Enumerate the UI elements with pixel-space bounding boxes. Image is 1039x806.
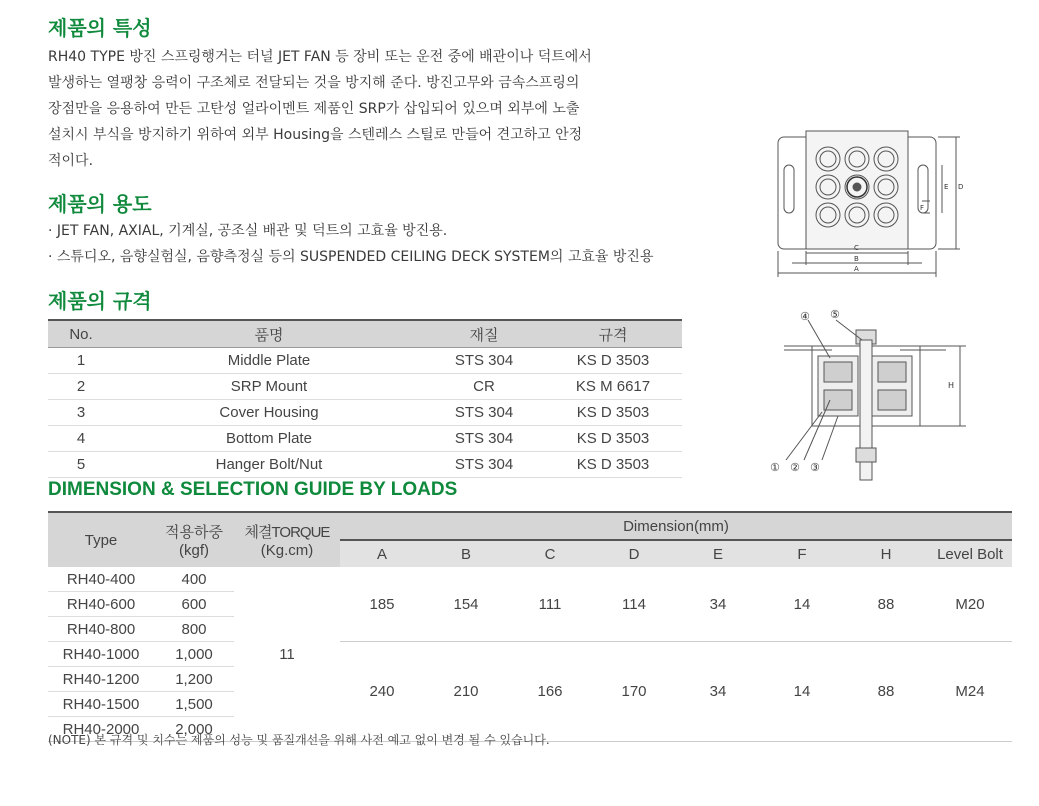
dim-e: 34 [676,642,760,742]
usage-title: 제품의 용도 [48,192,152,216]
dim-d: 170 [592,642,676,742]
dim-a: 240 [340,642,424,742]
dim-c: 166 [508,642,592,742]
dimension-header-row [48,512,1012,540]
table-row [48,374,682,400]
center-bolt-inner [853,183,861,191]
dim-type: RH40-600 [48,592,154,617]
spec-cell: STS 304 [424,426,544,452]
spec-title: 제품의 규격 [48,289,152,313]
label-c: C [854,244,859,252]
dim-sub-e: E [676,540,760,567]
features-title: 제품의 특성 [48,16,152,40]
features-line: 발생하는 열팽창 응력이 구조체로 전달되는 것을 방지해 준다. 방진고무와 금속스프링의 [48,75,580,91]
dim-type: RH40-800 [48,617,154,642]
spec-cell: 4 [48,426,114,452]
dim-d: 114 [592,567,676,642]
spec-cell: 2 [48,374,114,400]
spec-cell: KS D 3503 [544,348,682,374]
dim-load: 1,000 [154,642,234,667]
spec-cell: STS 304 [424,452,544,478]
dim-header-load-label: 적용하중 [165,524,223,541]
label-e: E [944,183,949,191]
dim-header-torque-label: 체결TORQUE [244,524,330,541]
spec-header-material: 재질 [424,320,544,348]
dim-header-load [154,512,234,567]
dim-header-dimension: Dimension(mm) [340,512,1012,540]
spec-header-no: No. [48,320,114,348]
callout-3: ③ [810,461,820,474]
label-f: F [920,204,925,212]
dim-sub-d: D [592,540,676,567]
bottom-nut [856,448,876,462]
usage-item: · JET FAN, AXIAL, 기계실, 공조실 배관 및 덕트의 고효율 방진용. [48,223,448,239]
spec-cell: CR [424,374,544,400]
dimension-table [48,511,1012,742]
usage-item: · 스튜디오, 음향실험실, 음향측정실 등의 SUSPENDED CEILING DECK SYSTEM의 고효율 방진용 [48,249,654,265]
side-view-drawing [770,300,970,495]
label-b: B [854,255,859,263]
spec-cell: KS M 6617 [544,374,682,400]
dim-level-bolt: M20 [928,567,1012,642]
dim-load: 1,200 [154,667,234,692]
spec-table [48,319,682,478]
spec-cell: KS D 3503 [544,452,682,478]
dim-header-torque [234,512,340,567]
dim-header-type: Type [48,512,154,567]
spec-cell: KS D 3503 [544,426,682,452]
slot-left [784,165,794,213]
callout-1: ① [770,461,780,474]
table-row [48,452,682,478]
dim-sub-h: H [844,540,928,567]
table-row [48,567,1012,592]
spec-cell: Cover Housing [114,400,424,426]
dim-torque: 11 [234,567,340,742]
dim-sub-f: F [760,540,844,567]
dim-sub-b: B [424,540,508,567]
label-d: D [958,183,964,191]
table-row [48,642,1012,667]
note-text: (NOTE) 본 규격 및 치수는 제품의 성능 및 품질개선을 위해 사전 예고 없이 변경 될 수 있습니다. [48,733,550,747]
spec-cell: STS 304 [424,400,544,426]
features-line: 설치시 부식을 방지하기 위하여 외부 Housing을 스텐레스 스틸로 만들어 견고하고 안정 [48,127,583,143]
dim-load: 2,000 [154,717,234,742]
usage-list [48,218,653,270]
spec-cell: Hanger Bolt/Nut [114,452,424,478]
spec-cell: KS D 3503 [544,400,682,426]
dim-type: RH40-400 [48,567,154,592]
features-line: RH40 TYPE 방진 스프링행거는 터널 JET FAN 등 장비 또는 운전 중에 배관이나 덕트에서 [48,49,592,65]
spec-header-standard: 규격 [544,320,682,348]
dim-sub-a: A [340,540,424,567]
spec-cell: SRP Mount [114,374,424,400]
spec-header-row [48,320,682,348]
callout-4: ④ [800,310,810,323]
dim-c: 111 [508,567,592,642]
features-line: 장점만을 응용하여 만든 고탄성 얼라이멘트 제품인 SRP가 삽입되어 있으며 외부에 노출 [48,101,580,117]
table-row [48,426,682,452]
label-h: H [948,381,955,390]
dim-f: 14 [760,567,844,642]
spec-cell: Bottom Plate [114,426,424,452]
callout-5: ⑤ [830,308,840,321]
spec-cell: Middle Plate [114,348,424,374]
label-a: A [854,265,859,273]
dim-load: 400 [154,567,234,592]
spec-cell: 5 [48,452,114,478]
dim-b: 210 [424,642,508,742]
spec-cell: 3 [48,400,114,426]
dim-sub-c: C [508,540,592,567]
spec-cell: STS 304 [424,348,544,374]
table-row [48,400,682,426]
dim-type: RH40-1200 [48,667,154,692]
dim-e: 34 [676,567,760,642]
dim-header-torque-unit: (Kg.cm) [260,542,314,559]
dim-f: 14 [760,642,844,742]
dim-type: RH40-2000 [48,717,154,742]
dim-sub-level-bolt: Level Bolt [928,540,1012,567]
dim-header-load-unit: (kgf) [179,542,209,559]
dim-type: RH40-1000 [48,642,154,667]
dim-type: RH40-1500 [48,692,154,717]
callout-2: ② [790,461,800,474]
dim-a: 185 [340,567,424,642]
dim-level-bolt: M24 [928,642,1012,742]
top-view-drawing [770,125,970,283]
table-row [48,348,682,374]
spec-header-name: 품명 [114,320,424,348]
spec-cell: 1 [48,348,114,374]
dim-load: 600 [154,592,234,617]
dim-b: 154 [424,567,508,642]
dim-load: 800 [154,617,234,642]
dim-h: 88 [844,642,928,742]
features-description [48,44,668,174]
dim-h: 88 [844,567,928,642]
features-line: 적이다. [48,153,94,169]
dimension-title: DIMENSION & SELECTION GUIDE BY LOADS [48,479,458,500]
dim-load: 1,500 [154,692,234,717]
